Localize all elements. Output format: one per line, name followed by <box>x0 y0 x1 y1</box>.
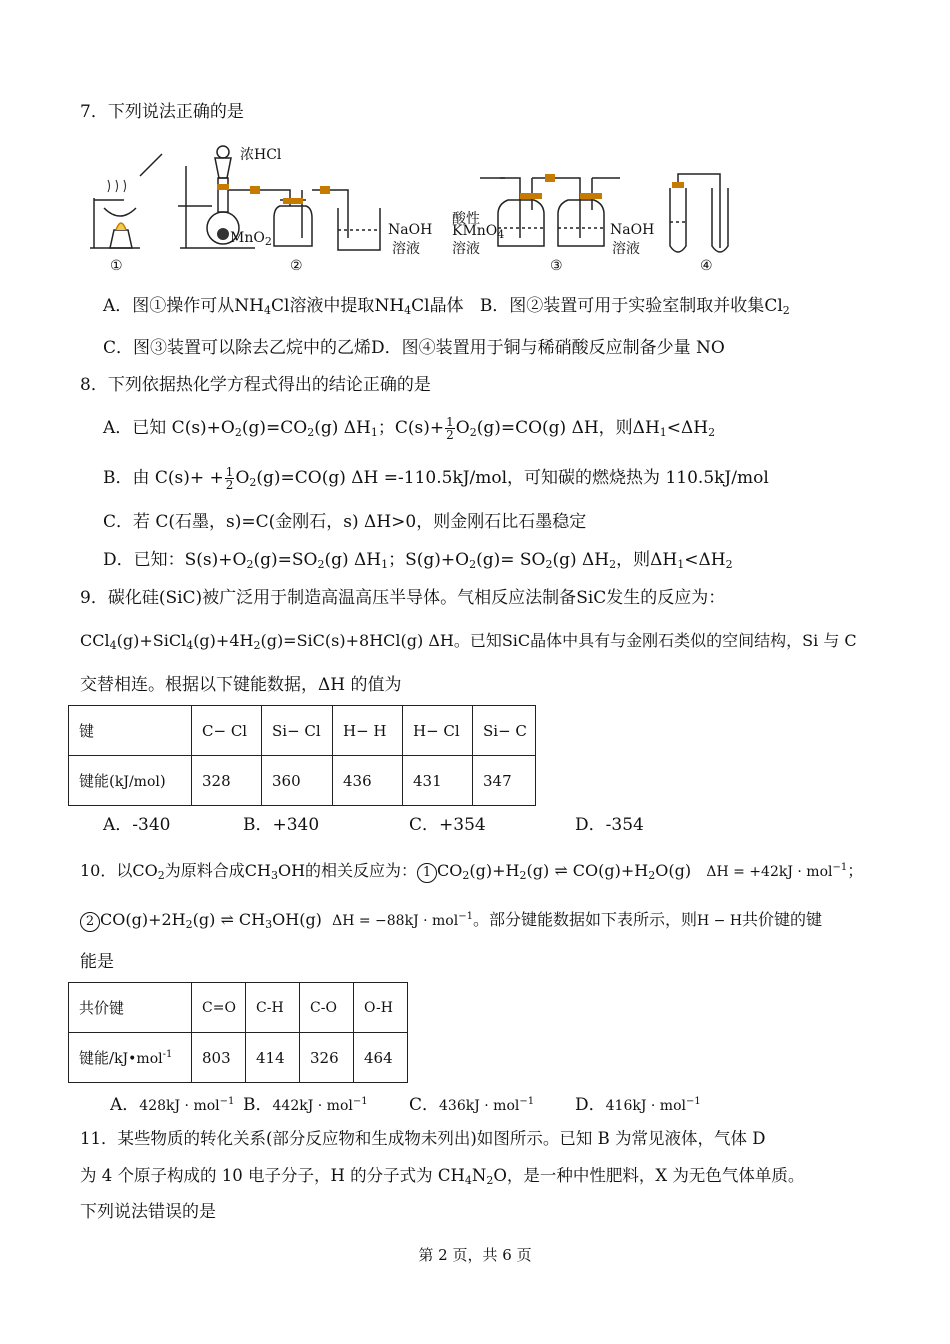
q10-option-a: A．428kJ · mol$^{-1}$ <box>110 1095 235 1115</box>
q7-apparatus-figure <box>80 138 880 278</box>
q8-option-a: A．已知 $C(s)+O_2(g)=CO_2(g)$ $\Delta H_1$；C(s)+ $\frac{1}{2}$ $O_2(g)=CO(g)$ ΔH，则$\Delta H_1<\Delta H_2$ <box>103 415 716 442</box>
q10-option-d: D．416kJ · mol$^{-1}$ <box>575 1095 701 1115</box>
q9-equation: $CCl_4(g)+SiCl_4(g)+4H_2(g)=SiC(s)+8HCl(g)$ ΔH。已知SiC晶体中具有与金刚石类似的空间结构，Si 与 C <box>80 631 857 652</box>
q9-option-d: D．-354 <box>575 815 644 835</box>
q8-option-b: B．由 C(s)+ + $\frac{1}{2}$ $O_2(g)=CO(g)$ ΔH =-110.5kJ/mol，可知碳的燃烧热为 110.5kJ/mol <box>103 465 769 492</box>
label-solution-1: 溶液 <box>392 241 420 257</box>
table-cell: Si− Cl <box>262 706 333 756</box>
q10-stem-2: 能是 <box>80 952 114 972</box>
q10-reaction-2: 2 $CO(g)+2H_2(g)$ ⇌ $CH_3OH(g) \Delta H = -88kJ \cdot mol^{-1}$。部分键能数据如下表所示，则H − H共价键的键 <box>80 905 822 937</box>
q9-stem: 9．碳化硅(SiC)被广泛用于制造高温高压半导体。气相反应法制备SiC发生的反应为： <box>80 588 726 608</box>
q10-bond-energy-table <box>68 982 408 1083</box>
panel-label-3: ③ <box>550 258 563 274</box>
label-solution-2: 溶液 <box>452 241 480 257</box>
table-cell: 共价键 <box>69 983 192 1033</box>
table-cell: 803 <box>192 1033 246 1083</box>
table-cell: 414 <box>246 1033 300 1083</box>
q10-option-b: B．442kJ · mol$^{-1}$ <box>243 1095 368 1115</box>
table-cell: 326 <box>300 1033 354 1083</box>
q7-options-ab: A．图①操作可从$NH_4Cl$溶液中提取$NH_4Cl$晶体 B．图②装置可用于实验室制取并收集$Cl_2$ <box>103 296 790 317</box>
table-cell: H− H <box>333 706 403 756</box>
table-cell: O-H <box>354 983 408 1033</box>
q9-stem-2: 交替相连。根据以下键能数据，ΔH 的值为 <box>80 675 402 695</box>
table-cell: C− Cl <box>192 706 262 756</box>
table-cell: C=O <box>192 983 246 1033</box>
table-cell: 键 <box>69 706 192 756</box>
table-row <box>69 1033 408 1083</box>
table-cell: C-H <box>246 983 300 1033</box>
table-cell: 431 <box>403 756 473 806</box>
q7-options-cd: C．图③装置可以除去乙烷中的乙烯D．图④装置用于铜与稀硝酸反应制备少量 NO <box>103 338 725 358</box>
q8-option-d: D．已知：$S(s)+O_2(g)=SO_2(g)$ $\Delta H_1$；$S(g)+O_2(g)= SO_2(g)$ $\Delta H_2$，则$\Delta H_1<\Delta H_2$ <box>103 550 733 571</box>
q8-stem: 8．下列依据热化学方程式得出的结论正确的是 <box>80 375 431 395</box>
table-cell: 360 <box>262 756 333 806</box>
q10-option-c: C．436kJ · mol$^{-1}$ <box>409 1095 535 1115</box>
page-footer: 第 2 页，共 6 页 <box>418 1246 532 1264</box>
q7-stem: 7．下列说法正确的是 <box>80 102 244 122</box>
panel-label-1: ① <box>110 258 123 274</box>
table-cell: Si− C <box>473 706 536 756</box>
label-solution-3: 溶液 <box>612 241 640 257</box>
table-header-row <box>69 983 408 1033</box>
q11-line-2: 为 4 个原子构成的 10 电子分子，H 的分子式为 $CH_4N_2O$，是一种中性肥料，X 为无色气体单质。 <box>80 1166 805 1187</box>
table-cell: 464 <box>354 1033 408 1083</box>
table-row-label: 键能/kJ•mol$^{-1}$ <box>69 1033 192 1083</box>
label-acidic: 酸性 <box>452 211 480 227</box>
panel-label-2: ② <box>290 258 303 274</box>
table-cell: H− Cl <box>403 706 473 756</box>
panel-label-4: ④ <box>700 258 713 274</box>
table-cell: C-O <box>300 983 354 1033</box>
fraction-half: $\frac{1}{2}$ <box>446 415 454 442</box>
table-cell: 347 <box>473 756 536 806</box>
fraction-half-b: $\frac{1}{2}$ <box>225 465 234 492</box>
table-row <box>69 756 536 806</box>
label-conc-hcl: 浓HCl <box>240 147 282 163</box>
q9-option-c: C．+354 <box>409 815 486 835</box>
label-naoh-2: NaOH <box>610 222 655 238</box>
table-row-label: 键能(kJ/mol) <box>69 756 192 806</box>
table-header-row <box>69 706 536 756</box>
label-kmno4: KMnO$_4$ <box>452 223 505 241</box>
q11-line-3: 下列说法错误的是 <box>80 1202 216 1222</box>
q9-option-a: A．-340 <box>103 815 171 835</box>
q9-option-b: B．+340 <box>243 815 320 835</box>
table-cell: 328 <box>192 756 262 806</box>
q9-bond-energy-table <box>68 705 536 806</box>
label-naoh-1: NaOH <box>388 222 433 238</box>
q10-reaction-1: 10．以$CO_2$为原料合成$CH_3OH$的相关反应为： 1 $CO_2(g)+H_2(g)$ ⇌ $CO(g)+H_2O(g)$ ΔH = +42kJ · mol$^{-1}$； <box>80 861 864 882</box>
table-cell: 436 <box>333 756 403 806</box>
label-mno2: MnO$_2$ <box>230 230 272 248</box>
q8-option-c: C．若 C(石墨，s)=C(金刚石，s) ΔH>0，则金刚石比石墨稳定 <box>103 512 587 532</box>
q11-line-1: 11．某些物质的转化关系(部分反应物和生成物未列出)如图所示。已知 B 为常见液体，气体 D <box>80 1129 766 1148</box>
apparatus-drawing <box>80 138 880 278</box>
